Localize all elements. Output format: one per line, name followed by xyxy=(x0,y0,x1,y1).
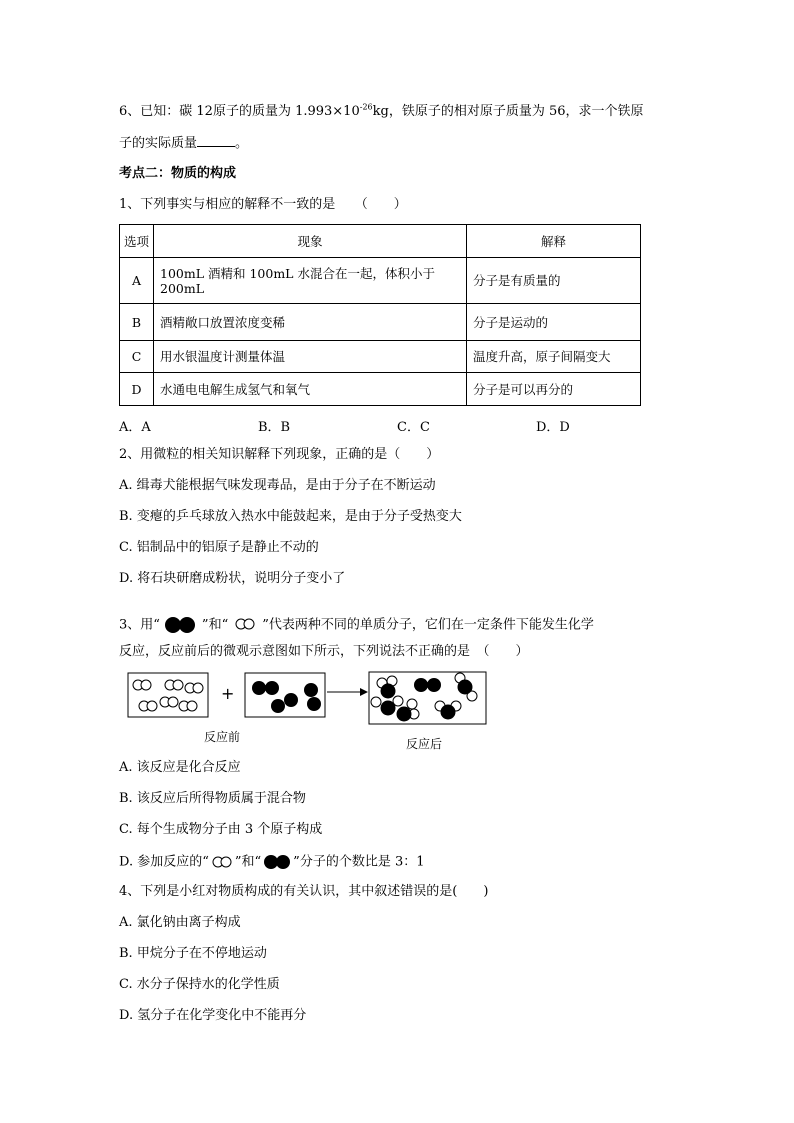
label-after: 反应后 xyxy=(406,737,443,751)
q4-option-d: D. 氢分子在化学变化中不能再分 xyxy=(119,1008,307,1023)
cell-option: D xyxy=(120,373,154,406)
q4-option-b: B. 甲烷分子在不停地运动 xyxy=(119,946,267,961)
table-row xyxy=(120,258,641,304)
q3-option-b: B. 该反应后所得物质属于混合物 xyxy=(119,791,306,806)
q1-stem: 1、下列事实与相应的解释不一致的是 （ ） xyxy=(119,197,407,212)
label-before: 反应前 xyxy=(204,730,241,744)
reaction-diagram xyxy=(120,668,500,728)
q4-option-c: C. 水分子保持水的化学性质 xyxy=(119,977,280,992)
table-row xyxy=(120,373,641,406)
cell-phenomenon: 水通电电解生成氢气和氧气 xyxy=(154,373,467,406)
cell-explanation: 分子是运动的 xyxy=(467,304,641,341)
header-option: 选项 xyxy=(120,225,154,258)
q2-option-c: C. 铝制品中的铝原子是静止不动的 xyxy=(119,540,319,555)
header-phenomenon: 现象 xyxy=(154,225,467,258)
q6-text-b: kg，铁原子的相对原子质量为 56，求一个铁原 xyxy=(372,104,644,119)
q2-option-b: B. 变瘪的乒乓球放入热水中能鼓起来，是由于分子受热变大 xyxy=(119,509,462,524)
q3-text-b: ”和“ xyxy=(201,617,229,633)
q3-d-text-c: ”分子的个数比是 3：1 xyxy=(293,854,425,870)
cell-option: C xyxy=(120,341,154,373)
table-header-row xyxy=(120,225,641,258)
q3-option-d xyxy=(119,853,425,871)
q6-text-a: 6、已知：碳 12原子的质量为 1.993×10 xyxy=(119,104,360,119)
q1-choice-b: B．B xyxy=(258,420,291,435)
white-molecule-icon xyxy=(209,854,235,870)
q1-table xyxy=(119,224,641,406)
cell-phenomenon: 100mL 酒精和 100mL 水混合在一起，体积小于 200mL xyxy=(154,258,467,304)
q1-choice-a: A．A xyxy=(119,420,151,435)
cell-phenomenon: 用水银温度计测量体温 xyxy=(154,341,467,373)
q6-exponent: -26 xyxy=(359,102,373,112)
q2-option-d: D. 将石块研磨成粉状，说明分子变小了 xyxy=(119,571,346,586)
white-molecule-icon xyxy=(228,615,262,635)
svg-text:+: + xyxy=(221,684,235,703)
cell-explanation: 分子是有质量的 xyxy=(467,258,641,304)
q3-option-c: C. 每个生成物分子由 3 个原子构成 xyxy=(119,822,323,837)
table-row xyxy=(120,341,641,373)
q3-text-c: ”代表两种不同的单质分子，它们在一定条件下能发生化学 xyxy=(262,617,594,633)
q2-stem: 2、用微粒的相关知识解释下列现象，正确的是（ ） xyxy=(119,447,440,462)
q1-choice-c: C．C xyxy=(397,420,430,435)
cell-explanation: 温度升高，原子间隔变大 xyxy=(467,341,641,373)
q3-stem-line2: 反应，反应前后的微观示意图如下所示，下列说法不正确的是 （ ） xyxy=(119,644,529,659)
cell-explanation: 分子是可以再分的 xyxy=(467,373,641,406)
q3-d-text-a: D. 参加反应的“ xyxy=(119,854,209,870)
q3-text-a: 3、用“ xyxy=(119,617,160,633)
q6-line1 xyxy=(119,104,644,120)
q3-stem-line1 xyxy=(119,615,594,635)
q4-option-a: A. 氯化钠由离子构成 xyxy=(119,915,241,930)
table-row xyxy=(120,304,641,341)
section-title: 考点二：物质的构成 xyxy=(119,166,237,181)
header-explanation: 解释 xyxy=(467,225,641,258)
q2-option-a: A. 缉毒犬能根据气味发现毒品，是由于分子在不断运动 xyxy=(119,478,436,493)
black-molecule-icon xyxy=(261,853,293,871)
cell-option: B xyxy=(120,304,154,341)
cell-phenomenon: 酒精敞口放置浓度变稀 xyxy=(154,304,467,341)
q6-text-c: 子的实际质量 xyxy=(119,136,198,151)
q3-option-a: A. 该反应是化合反应 xyxy=(119,760,241,775)
black-molecule-icon xyxy=(160,615,202,635)
q6-line2 xyxy=(119,135,248,152)
q3-d-text-b: ”和“ xyxy=(234,854,262,870)
q4-stem: 4、下列是小红对物质构成的有关认识，其中叙述错误的是( ) xyxy=(119,884,489,899)
q1-choice-d: D．D xyxy=(536,420,570,435)
cell-option: A xyxy=(120,258,154,304)
answer-blank xyxy=(197,135,235,147)
q6-text-d: 。 xyxy=(235,136,249,151)
